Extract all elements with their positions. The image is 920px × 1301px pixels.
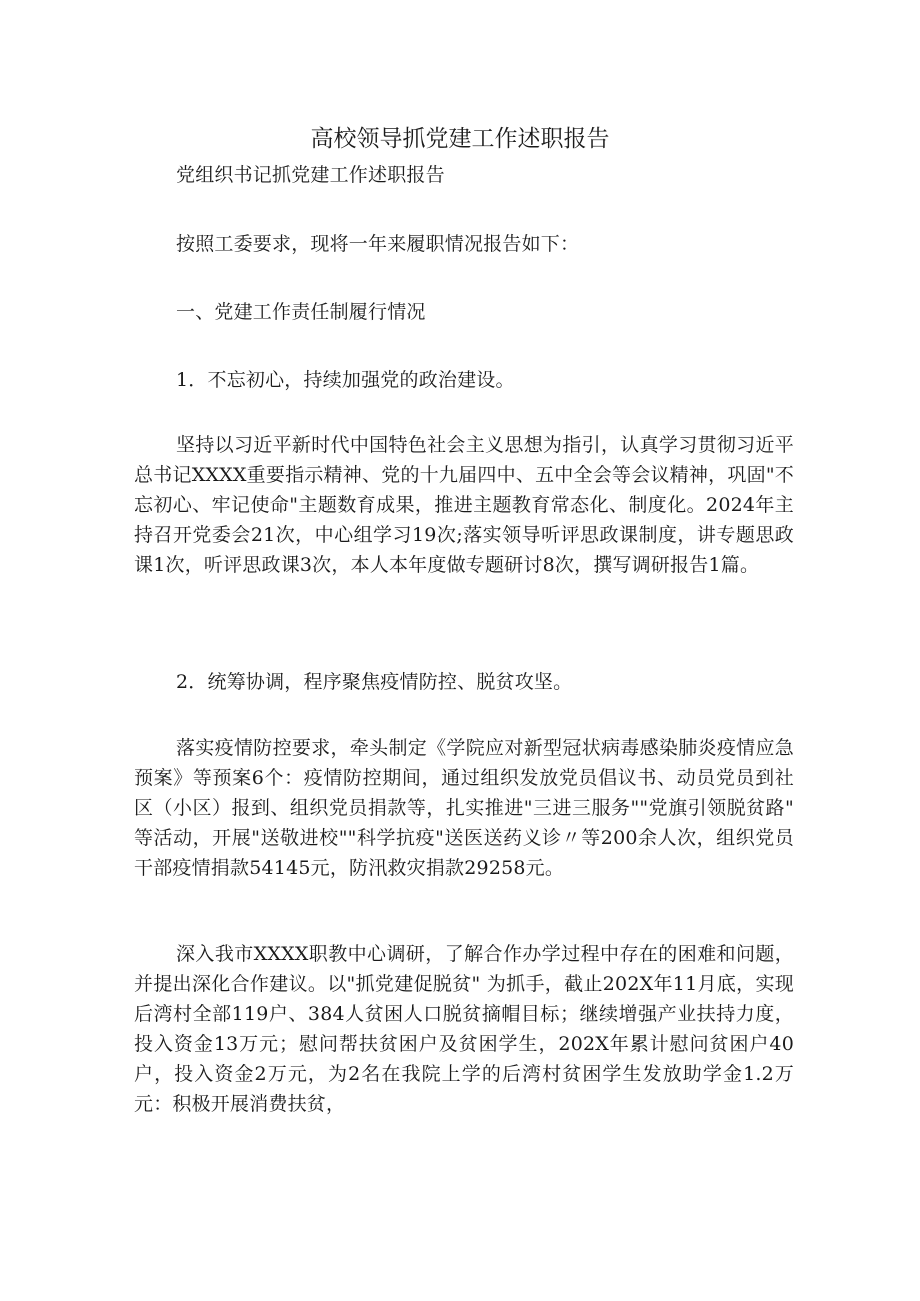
body-paragraph-1: 坚持以习近平新时代中国特色社会主义思想为指引，认真学习贯彻习近平总书记XXXX重要指示精神、党的十九届四中、五中全会等会议精神，巩固"不忘初心、牢记使命"主题数育成果，推进主题教育常态化、制度化。2024年主持召开党委会21次，中心组学习19次;落实领导听评思政课制度，讲专题思政课1次，听评思政课3次，本人本年度做专题研讨8次，撰写调研报告1篇。: [134, 434, 794, 576]
section-heading-1: 一、党建工作责任制履行情况: [176, 301, 426, 323]
item-heading-2: 2．统筹协调，程序聚焦疫情防控、脱贫攻坚。: [176, 671, 573, 693]
intro-paragraph: 按照工委要求，现将一年来履职情况报告如下：: [176, 233, 580, 255]
item-heading-1: 1．不忘初心，持续加强党的政治建设。: [176, 369, 515, 391]
document-subtitle: 党组织书记抓党建工作述职报告: [176, 164, 445, 186]
body-paragraph-3: 深入我市XXXX职教中心调研，了解合作办学过程中存在的困难和问题，并提出深化合作建议。以"抓党建促脱贫" 为抓手，截止202X年11月底，实现后湾村全部119户、384人贫困人口脱贫摘帽目标；继续增强产业扶持力度，投入资金13万元；慰问帮扶贫困户及贫困学生，202X年累计慰问贫困户40户，投入资金2万元，为2名在我院上学的后湾村贫困学生发放助学金1.2万元：积极开展消费扶贫，: [134, 943, 794, 1115]
document-title: 高校领导抓党建工作述职报告: [310, 126, 610, 152]
body-paragraph-2: 落实疫情防控要求，牵头制定《学院应对新型冠状病毒感染肺炎疫情应急预案》等预案6个：疫情防控期间，通过组织发放党员倡议书、动员党员到社区（小区）报到、组织党员捐款等，扎实推进"三进三服务""党旗引领脱贫路" 等活动，开展"送敬进校""科学抗疫"送医送药义诊〃等200余人次，组织党员干部疫情捐款54145元，防汛救灾捐款29258元。: [134, 737, 794, 879]
